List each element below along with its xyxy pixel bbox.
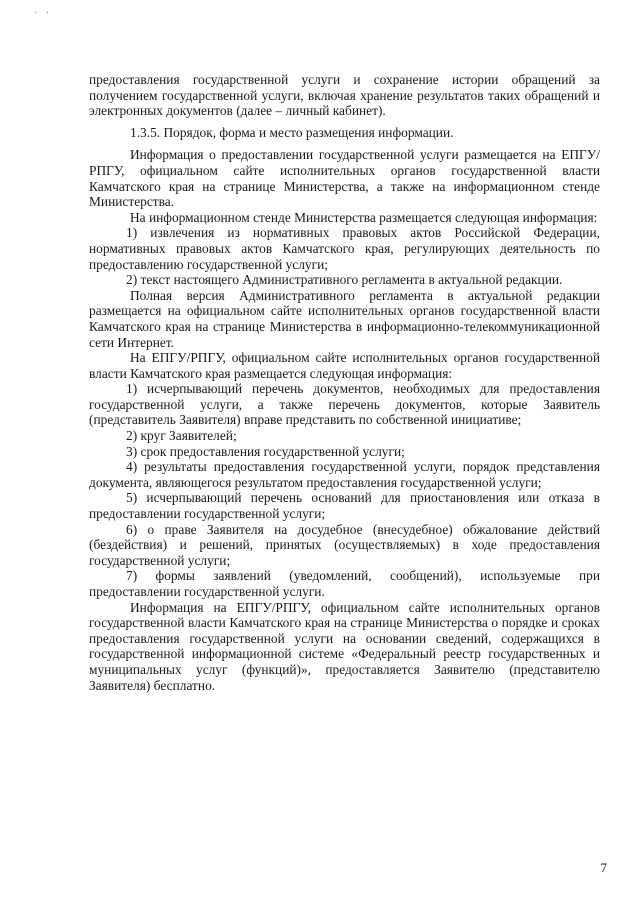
paragraph: Информация о предоставлении государственной услуги размещается на ЕПГУ/РПГУ, официальном сайте исполнительных органов государственной власти Камчатского края на странице Министерства, а также на информационном стенде Министерства. [89,147,600,210]
list-item: 4) результаты предоставления государственной услуги, порядок представления документа, являющегося результатом предоставления государственной услуги; [89,459,600,490]
list-item: 2) текст настоящего Административного регламента в актуальной редакции. [126,272,563,288]
paragraph: На ЕПГУ/РПГУ, официальном сайте исполнительных органов государственной власти Камчатского края размещается следующая информация: [89,350,600,381]
page-number: 7 [600,860,607,875]
paragraph: Полная версия Административного регламента в актуальной редакции размещается на официальном сайте исполнительных органов государственной власти Камчатского края на странице Министерства в информационно-телекоммуникационной сети Интернет. [89,287,600,350]
paragraph: На информационном стенде Министерства размещается следующая информация: [130,209,598,225]
section-heading: 1.3.5. Порядок, форма и место размещения информации. [130,124,454,140]
scan-marks: · · [34,8,53,19]
list-item: 1) извлечения из нормативных правовых актов Российской Федерации, нормативных правовых актов Камчатского края, регулирующих деятельность по предоставлению государственной услуги; [89,225,600,272]
list-item: 6) о праве Заявителя на досудебное (внесудебное) обжалование действий (бездействия) и решений, принятых (осуществляемых) в ходе предоставления государственной услуги; [89,521,600,568]
list-item: 7) формы заявлений (уведомлений, сообщений), используемые при предоставлении государственной услуги. [89,568,600,599]
paragraph-continuation: предоставления государственной услуги и сохранение истории обращений за получением государственной услуги, включая хранение результатов таких обращений и электронных документов (далее – личный кабинет). [89,72,600,119]
paragraph: Информация на ЕПГУ/РПГУ, официальном сайте исполнительных органов государственной власти Камчатского края на странице Министерства о порядке и сроках предоставления государственной услуги на основании сведений, содержащихся в государственной информационной системе «Федеральный реестр государственных и муниципальных услуг (функций)», предоставляется Заявителю (представителю Заявителя) бесплатно. [89,599,600,693]
list-item: 5) исчерпывающий перечень оснований для приостановления или отказа в предоставлении государственной услуги; [89,490,600,522]
list-item: 2) круг Заявителей; [126,428,237,444]
list-item: 3) срок предоставления государственной услуги; [126,443,405,459]
list-item: 1) исчерпывающий перечень документов, необходимых для предоставления государственной услуги, а также перечень документов, которые Заявитель (представитель Заявителя) вправе представить по собственной инициативе; [89,381,600,428]
document-body [89,72,600,693]
